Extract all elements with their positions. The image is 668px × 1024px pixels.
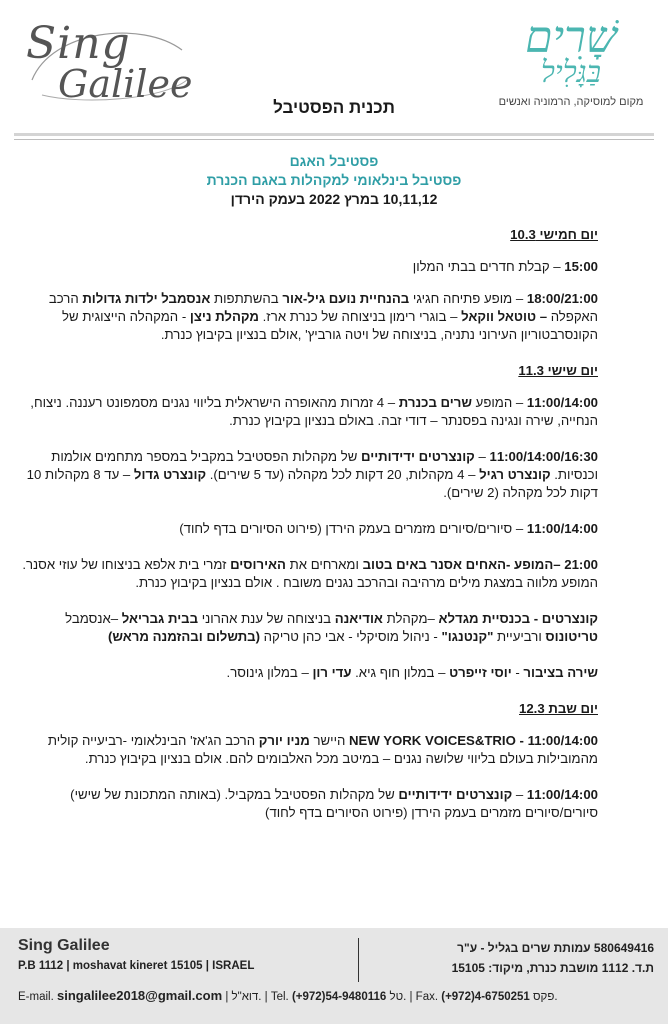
text: – במלון חוף גיא.: [351, 665, 450, 680]
text: – עד 8 מקהלות 10 דקות לכל מקהלה (2 שירים).: [26, 467, 598, 500]
text: – במלון גינוסר.: [226, 665, 313, 680]
tel-label-he: טל. |: [386, 991, 416, 1003]
emphasis: שירה בציבור: [523, 665, 598, 680]
emphasis: (בתשלום ובהזמנה מראש): [108, 629, 261, 644]
emphasis: האירוסים: [230, 557, 286, 572]
text: –אנסמבל: [65, 611, 122, 626]
footer-address-he: ת.ד. 1112 מושבת כנרת, מיקוד: 15105: [451, 961, 654, 975]
footer-hebrew-block: [452, 938, 654, 978]
text: הרכב האקפלה: [48, 291, 598, 324]
footer-brand: Sing Galilee: [18, 937, 110, 954]
text: –מקהלת: [382, 611, 439, 626]
festival-heading: [0, 152, 668, 209]
time: 15:00: [564, 259, 598, 274]
emphasis: בהנחיית נועם גיל-אור: [282, 291, 410, 306]
text: הרכב הג'אז' הבינלאומי -רביעייה קולית מהמובילות בעולם בליווי שלושה נגנים – במיטב מכל האלבומים להם. אולם בנציון בקיבוץ כנרת.: [47, 733, 598, 766]
text: זמרי בית אלפא בניצוחו של עוזי אסנר. המופע מלווה במצגת מילים מרהיבה ובהרכב נגנים משובח . אולם בנציון בקיבוץ כנרת.: [22, 557, 598, 590]
program-item: [20, 610, 598, 646]
program-item: [20, 732, 598, 768]
emphasis: מקהלת ניצן: [189, 309, 259, 324]
day-heading-thursday: יום חמישי 10.3: [510, 227, 598, 242]
text: - המקהלה הייצוגית של הקונסרבטוריון העירוני נתניה, בניצוחה של ויטה גורביץ' ,אולם בנציון בקיבוץ כנרת.: [62, 309, 598, 342]
page-title: תכנית הפסטיבל: [273, 98, 395, 117]
emphasis: קונצרטים ידידותיים: [398, 787, 513, 802]
program-item: [20, 556, 598, 592]
tel-number[interactable]: (+972)54-9480116: [291, 991, 387, 1003]
time: 18:00/21:00: [526, 291, 598, 306]
text: -: [511, 665, 524, 680]
logo-hebrew-line2: בַּגָּלִיל: [540, 55, 602, 90]
text: היישר: [309, 733, 350, 748]
emphasis: בבית גבריאל: [121, 611, 199, 626]
day-heading-saturday: יום שבת 12.3: [519, 701, 598, 716]
footer-divider: [358, 938, 359, 982]
footer-address-en: P.B 1112 | moshavat kineret 15105 | ISRAEL: [18, 960, 255, 972]
emphasis: טריטונוס: [545, 629, 598, 644]
emphasis: –המופע -האחים אסנר באים בטוב: [362, 557, 565, 572]
header-divider-thin: [14, 139, 654, 140]
fax-label: Fax.: [415, 991, 442, 1003]
text: – המופע: [471, 395, 527, 410]
email-label: E-mail.: [18, 991, 57, 1003]
text: - ניהול מוסיקלי - אבי כהן טריקה: [260, 629, 442, 644]
text: – בוגרי רימון בניצוחה של כנרת ארז.: [258, 309, 462, 324]
footer-contact-line: [18, 988, 654, 1003]
emphasis: אנסמבל ילדות גדולות: [82, 291, 211, 306]
day-heading-friday: יום שישי 11.3: [518, 363, 598, 378]
program-item: [20, 394, 598, 430]
time: 11:00/14:00: [527, 733, 598, 748]
time: 21:00: [564, 557, 598, 572]
text: של מקהלות הפסטיבל במקביל במספר מתחמים אולמות וכנסיות.: [51, 449, 598, 482]
text: ומארחים את: [285, 557, 363, 572]
program-content: [20, 226, 598, 840]
emphasis: עדי רון: [312, 665, 352, 680]
logo-sing-text: Sing: [26, 18, 131, 69]
text: ורביעיית: [493, 629, 546, 644]
emphasis: קונצרטים - בכנסיית מגדלא: [438, 611, 598, 626]
tel-label: Tel.: [270, 991, 292, 1003]
logo-hebrew-line1: שָׁרִים: [525, 12, 617, 63]
time: 11:00/14:00: [526, 395, 598, 410]
program-item: [20, 786, 598, 822]
program-item: [20, 664, 598, 682]
text: של מקהלות הפסטיבל במקביל. (באותה המתכונת של שישי) סיורים/סיורים מזמרים בעמק הירדן (פירוט הסיורים בדף לחוד): [70, 787, 598, 820]
text: – קבלת חדרים בבתי המלון: [412, 259, 565, 274]
footer-org-he: 580649416 עמותת שרים בגליל - ע"ר: [457, 941, 654, 955]
program-item: [20, 258, 598, 276]
emphasis: אודיאנה: [334, 611, 383, 626]
emphasis: קונצרטים ידידותיים: [360, 449, 475, 464]
festival-subtitle: פסטיבל בינלאומי למקהלות באגם הכנרת: [206, 172, 462, 188]
text: בהשתתפות: [210, 291, 283, 306]
logo-tagline: מקום למוסיקה, הרמוניה ואנשים: [498, 96, 644, 108]
text: – סיורים/סיורים מזמרים בעמק הירדן (פירוט הסיורים בדף לחוד): [179, 521, 527, 536]
festival-name: פסטיבל האגם: [289, 153, 379, 169]
footer: [0, 928, 668, 1024]
footer-english-block: [18, 936, 254, 976]
fax-label-he: פקס.: [529, 991, 558, 1003]
time: 11:00/14:00: [526, 521, 598, 536]
text: –: [474, 449, 490, 464]
program-item: [20, 448, 598, 502]
text: – 4 זמרות מהאופרה הישראלית בליווי נגנים מסמפונט רעננה. ניצוח, הנחייה, שירה ונגינה בפסנתר – דודי זבה. באולם בנציון בקיבוץ כנרת.: [30, 395, 598, 428]
text: – 4 מקהלות, 20 דקות לכל מקהלה (עד 5 שירים).: [206, 467, 480, 482]
emphasis: קונצרט רגיל: [479, 467, 551, 482]
emphasis: - NEW YORK VOICES&TRIO: [349, 733, 528, 748]
festival-dates: 10,11,12 במרץ 2022 בעמק הירדן: [230, 191, 438, 207]
time: 11:00/14:00/16:30: [489, 449, 598, 464]
emphasis: "קנטנגו": [441, 629, 494, 644]
emphasis: מניו יורק: [258, 733, 310, 748]
program-item: [20, 290, 598, 344]
text: –: [512, 787, 527, 802]
sing-galilee-logo: [22, 10, 192, 110]
email-link[interactable]: singalilee2018@gmail.com: [56, 988, 223, 1003]
header-divider-thick: [14, 133, 654, 136]
emphasis: יוסי זייפרט: [449, 665, 512, 680]
emphasis: קונצרט גדול: [133, 467, 207, 482]
time: 11:00/14:00: [526, 787, 598, 802]
emphasis: – טוטאל ווקאל: [461, 309, 548, 324]
email-label-he: | דוא"ל. |: [222, 991, 271, 1003]
logo-galilee-text: Galilee: [58, 62, 193, 106]
fax-number: (+972)4-6750251: [441, 991, 530, 1003]
program-item: [20, 520, 598, 538]
text: בניצוחה של ענת אהרוני: [198, 611, 335, 626]
emphasis: שרים בכנרת: [398, 395, 472, 410]
text: – מופע פתיחה חגיגי: [409, 291, 527, 306]
